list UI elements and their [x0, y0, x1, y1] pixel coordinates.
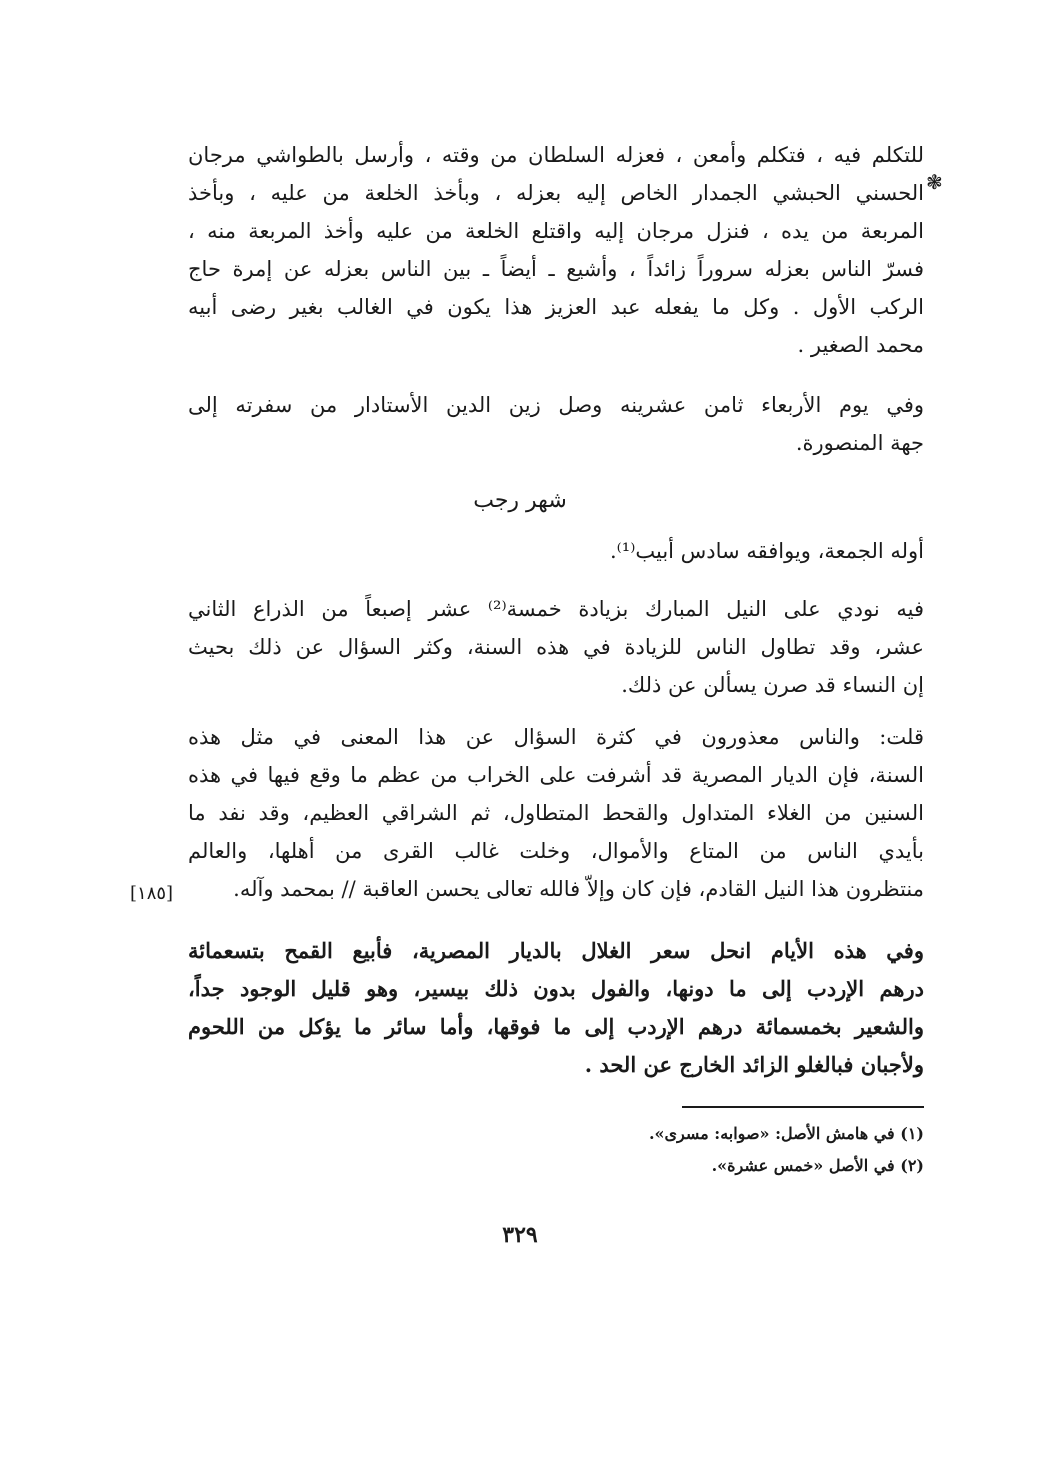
paragraph-6-line-1: وفي هذه الأيام انحل سعر الغلال بالديار المصرية، فأبيع القمح بتسعمائة — [188, 938, 924, 963]
paragraph-5-line-1: قلت: والناس معذورون في كثرة السؤال عن هذا المعنى في مثل هذه — [188, 725, 924, 749]
page-number: ٣٢٩ — [502, 1222, 538, 1248]
paragraph-6 — [188, 932, 924, 1084]
paragraph-1-line-4: فسرّ الناس بعزله سروراً زائداً ، وأشيع ـ أيضاً ـ بين الناس بعزله عن إمرة حاج — [188, 257, 924, 281]
paragraph-2-line-1: وفي يوم الأربعاء ثامن عشرينه وصل زين الدين الأستادار من سفرته إلى — [188, 393, 924, 417]
paragraph-1-line-1: للتكلم فيه ، فتكلم وأمعن ، فعزله السلطان من وقته ، وأرسل بالطواشي مرجان — [188, 143, 924, 167]
footnotes — [560, 1118, 924, 1182]
paragraph-1-line-5: الركب الأول . وكل ما يفعله عبد العزيز هذا يكون في الغالب بغير رضى أبيه — [188, 295, 924, 319]
paragraph-1 — [188, 136, 924, 364]
paragraph-5 — [188, 718, 924, 908]
paragraph-6-line-4: ولأجبان فبالغلو الزائد الخارج عن الحد . — [584, 1052, 924, 1077]
paragraph-2 — [188, 386, 924, 462]
paragraph-3-line-1: أوله الجمعة، ويوافقه سادس أبيب⁽¹⁾. — [609, 539, 924, 563]
paragraph-1-line-3: المربعة من يده ، فنزل مرجان إليه واقتلع الخلعة من عليه وأخذ المربعة منه ، — [188, 219, 924, 243]
paragraph-3 — [188, 532, 924, 570]
footnote-2: (٢) في الأصل «خمس عشرة». — [711, 1156, 924, 1175]
section-heading: شهر رجب — [473, 488, 567, 513]
footnote-divider — [682, 1106, 924, 1108]
paragraph-1-line-6: محمد الصغير . — [797, 333, 924, 357]
margin-marker-icon: ❃ — [926, 170, 943, 194]
paragraph-4 — [188, 590, 924, 704]
paragraph-4-line-2: عشر، وقد تطاول الناس للزيادة في هذه السنة، وكثر السؤال عن ذلك بحيث — [188, 635, 924, 659]
paragraph-5-line-3: السنين من الغلاء المتداول والقحط المتطاول، ثم الشراقي العظيم، وقد نفد ما — [188, 801, 924, 825]
paragraph-4-line-3: إن النساء قد صرن يسألن عن ذلك. — [621, 673, 924, 697]
paragraph-5-line-2: السنة، فإن الديار المصرية قد أشرفت على الخراب من عظم ما وقع فيها في هذه — [188, 763, 924, 787]
paragraph-1-line-2: الحسني الحبشي الجمدار الخاص إليه بعزله ، وبأخذ الخلعة من عليه ، وبأخذ — [188, 181, 924, 205]
paragraph-6-line-3: والشعير بخمسمائة درهم الإردب إلى ما فوقها، وأما سائر ما يؤكل من اللحوم — [188, 1014, 924, 1039]
folio-reference: [١٨٥] — [130, 883, 174, 904]
paragraph-5-line-4: بأيدي الناس من المتاع والأموال، وخلت غالب القرى من أهلها، والعالم — [188, 839, 924, 863]
paragraph-4-line-1: فيه نودي على النيل المبارك بزيادة خمسة⁽²⁾ عشر إصبعاً من الذراع الثاني — [188, 597, 924, 621]
footnote-1: (١) في هامش الأصل: «صوابه: مسرى». — [648, 1124, 924, 1143]
paragraph-5-line-5: منتظرون هذا النيل القادم، فإن كان وإلاّ فالله تعالى يحسن العاقبة // بمحمد وآله. — [233, 877, 924, 901]
paragraph-2-line-2: جهة المنصورة. — [795, 431, 924, 455]
paragraph-6-line-2: درهم الإردب إلى ما دونها، والفول بدون ذلك بيسير، وهو قليل الوجود جداً، — [188, 976, 924, 1001]
